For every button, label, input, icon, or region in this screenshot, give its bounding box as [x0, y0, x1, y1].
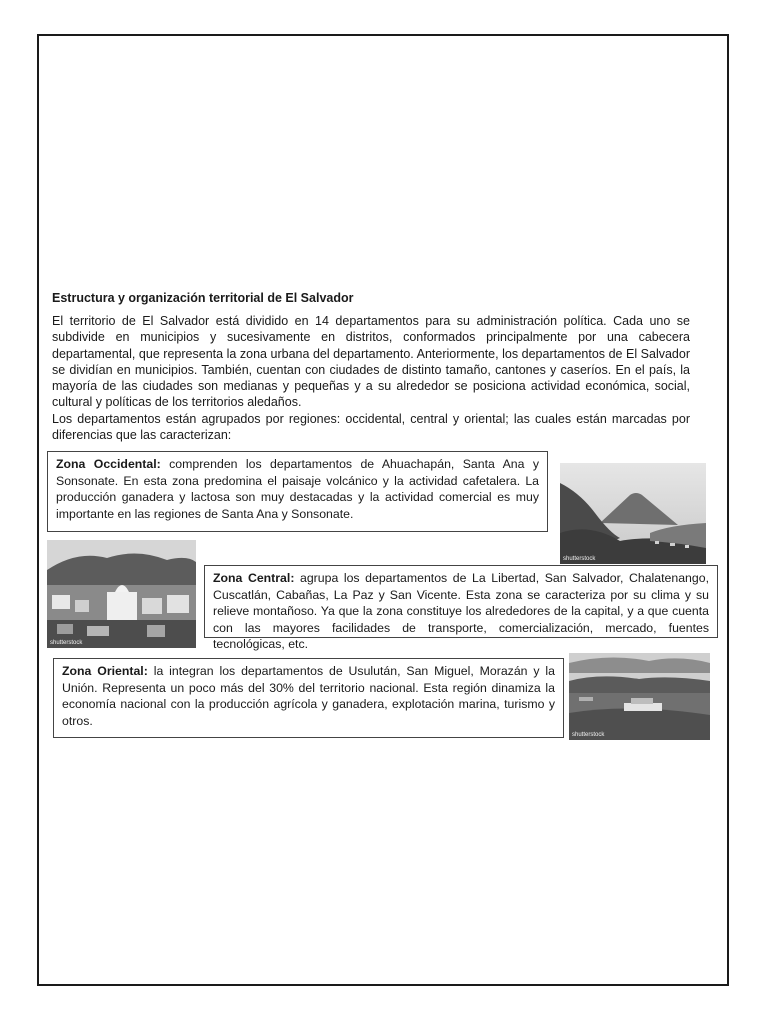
zone-oriental-label: Zona Oriental:	[62, 664, 148, 678]
zone-central-label: Zona Central:	[213, 571, 295, 585]
zone-occidental-text: comprenden los departamentos de Ahuachapán, Santa Ana y Sonsonate. En esta zona predomina el paisaje volcánico y la actividad cafetalera. La producción ganadera y lactosa son muy destacadas y la actividad comercial es muy importante en las regiones de Santa Ana y Sonsonate.	[56, 457, 540, 521]
zone-oriental-box	[53, 658, 564, 738]
watermark-bay: shutterstock	[572, 732, 605, 738]
volcano-photo	[560, 463, 706, 564]
bay-photo	[569, 653, 710, 740]
intro-paragraph-2: Los departamentos están agrupados por regiones: occidental, central y oriental; las cuales están marcadas por diferencias que las caracterizan:	[52, 411, 690, 443]
zone-oriental-text: la integran los departamentos de Usulután, San Miguel, Morazán y la Unión. Representa un poco más del 30% del territorio nacional. Esta región dinamiza la economía nacional con la producción agrícola y ganadera, explotación marina, turismo y otros.	[62, 664, 555, 728]
intro-paragraph-1: El territorio de El Salvador está dividido en 14 departamentos para su administración política. Cada uno se subdivide en municipios y sucesivamente en distritos, conformados principalmente por una cabecera departamental, que representa la zona urbana del departamento. Anteriormente, los departamentos de El Salvador se dividían en municipios. También, cuentan con ciudades de distinto tamaño, cantones y caseríos. En el país, la mayoría de las ciudades son medianas y pequeñas y a su alrededor se posiciona actividad económica, social, cultural y políticas de los territorios aledaños.	[52, 314, 690, 410]
zone-occidental-box	[47, 451, 548, 532]
zone-central-text: agrupa los departamentos de La Libertad, San Salvador, Chalatenango, Cuscatlán, Cabañas, La Paz y San Vicente. Esta zona se caracteriza por su clima y su relieve montañoso. Ya que la zona constituye los alrededores de la capital, y a que cuenta con las mayores facilidades de transporte, comercialización, mercado, fuentes tecnológicas, etc.	[213, 571, 709, 651]
watermark-city: shutterstock	[50, 640, 83, 646]
watermark-volcano: shutterstock	[563, 556, 596, 562]
city-photo	[47, 540, 196, 648]
intro-text	[52, 313, 690, 443]
zone-central-box	[204, 565, 718, 651]
document-title: Estructura y organización territorial de El Salvador	[52, 291, 354, 305]
zone-occidental-label: Zona Occidental:	[56, 457, 161, 471]
